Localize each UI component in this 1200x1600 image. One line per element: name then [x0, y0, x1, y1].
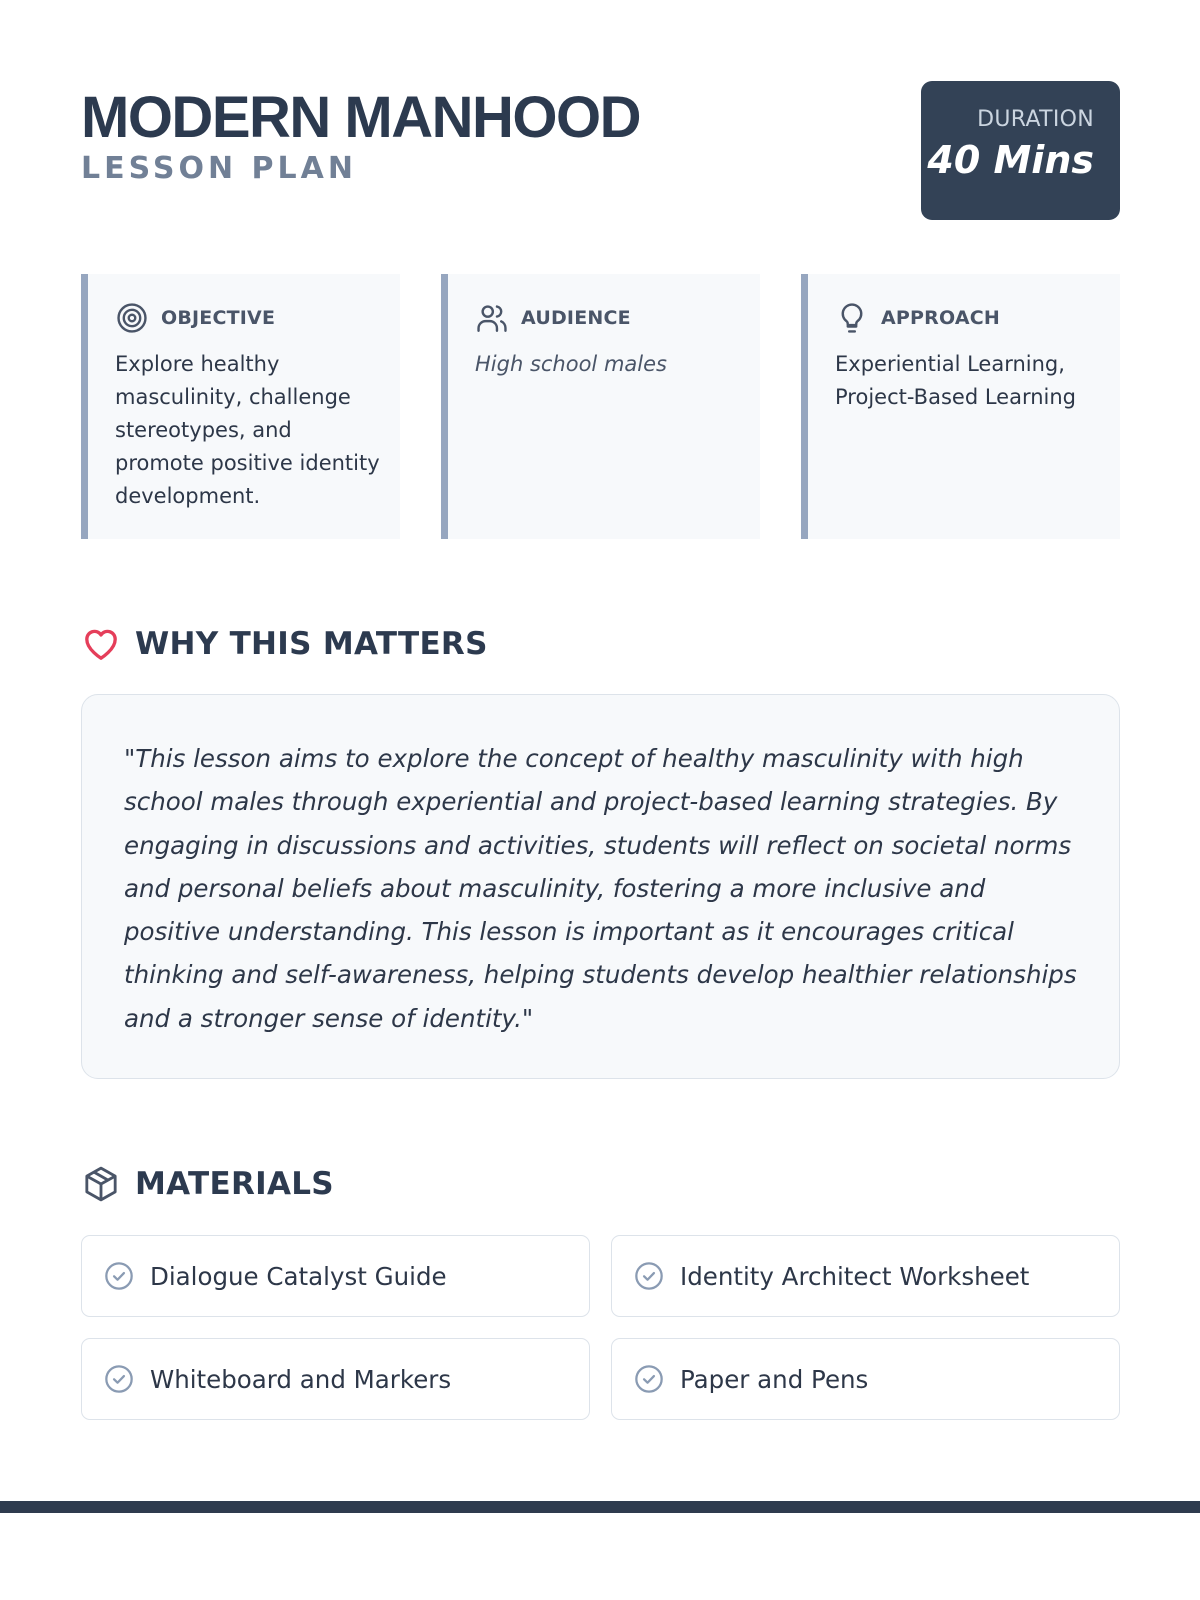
page-title: MODERN MANHOOD	[81, 85, 640, 150]
check-circle-icon	[633, 1363, 665, 1395]
approach-text: Experiential Learning, Project-Based Learning	[835, 352, 1076, 409]
audience-text: High school males	[475, 352, 667, 376]
materials-section-title: MATERIALS	[135, 1166, 334, 1202]
page-subtitle: LESSON PLAN	[81, 151, 357, 186]
users-icon	[475, 301, 509, 335]
duration-label: DURATION	[977, 107, 1094, 132]
footer-bar	[0, 1501, 1200, 1513]
why-quote-text: "This lesson aims to explore the concept of healthy masculinity with high school males through experiential and project-based learning strategies. By engaging in discussions and activities, students will reflect on societal norms and personal beliefs about masculinity, fostering a more inclusive and positive understanding. This lesson is important as it encourages critical thinking and self-awareness, helping students develop healthier relationships and a stronger sense of identity."	[124, 744, 1077, 1033]
objective-label: OBJECTIVE	[161, 307, 276, 329]
objective-card	[81, 274, 400, 539]
heart-icon	[81, 624, 121, 664]
material-label: Whiteboard and Markers	[150, 1364, 452, 1394]
check-circle-icon	[633, 1260, 665, 1292]
approach-label: APPROACH	[881, 307, 1000, 329]
objective-text: Explore healthy masculinity, challenge stereotypes, and promote positive identity development.	[115, 352, 380, 508]
audience-card	[441, 274, 760, 539]
target-icon	[115, 301, 149, 335]
check-circle-icon	[103, 1363, 135, 1395]
duration-value: 40 Mins	[927, 138, 1094, 182]
audience-card-header	[475, 300, 740, 336]
objective-card-header	[115, 300, 380, 336]
why-section-header	[81, 624, 488, 664]
why-quote-box	[81, 694, 1120, 1079]
materials-section-header	[81, 1164, 334, 1204]
duration-badge	[921, 81, 1120, 220]
material-item	[81, 1338, 590, 1420]
lightbulb-icon	[835, 301, 869, 335]
material-item	[611, 1235, 1120, 1317]
approach-card	[801, 274, 1120, 539]
why-section-title: WHY THIS MATTERS	[135, 626, 488, 662]
check-circle-icon	[103, 1260, 135, 1292]
material-label: Paper and Pens	[680, 1364, 869, 1394]
audience-label: AUDIENCE	[521, 307, 631, 329]
material-label: Identity Architect Worksheet	[680, 1261, 1030, 1291]
material-item	[81, 1235, 590, 1317]
material-label: Dialogue Catalyst Guide	[150, 1261, 447, 1291]
material-item	[611, 1338, 1120, 1420]
package-icon	[81, 1164, 121, 1204]
approach-card-header	[835, 300, 1100, 336]
